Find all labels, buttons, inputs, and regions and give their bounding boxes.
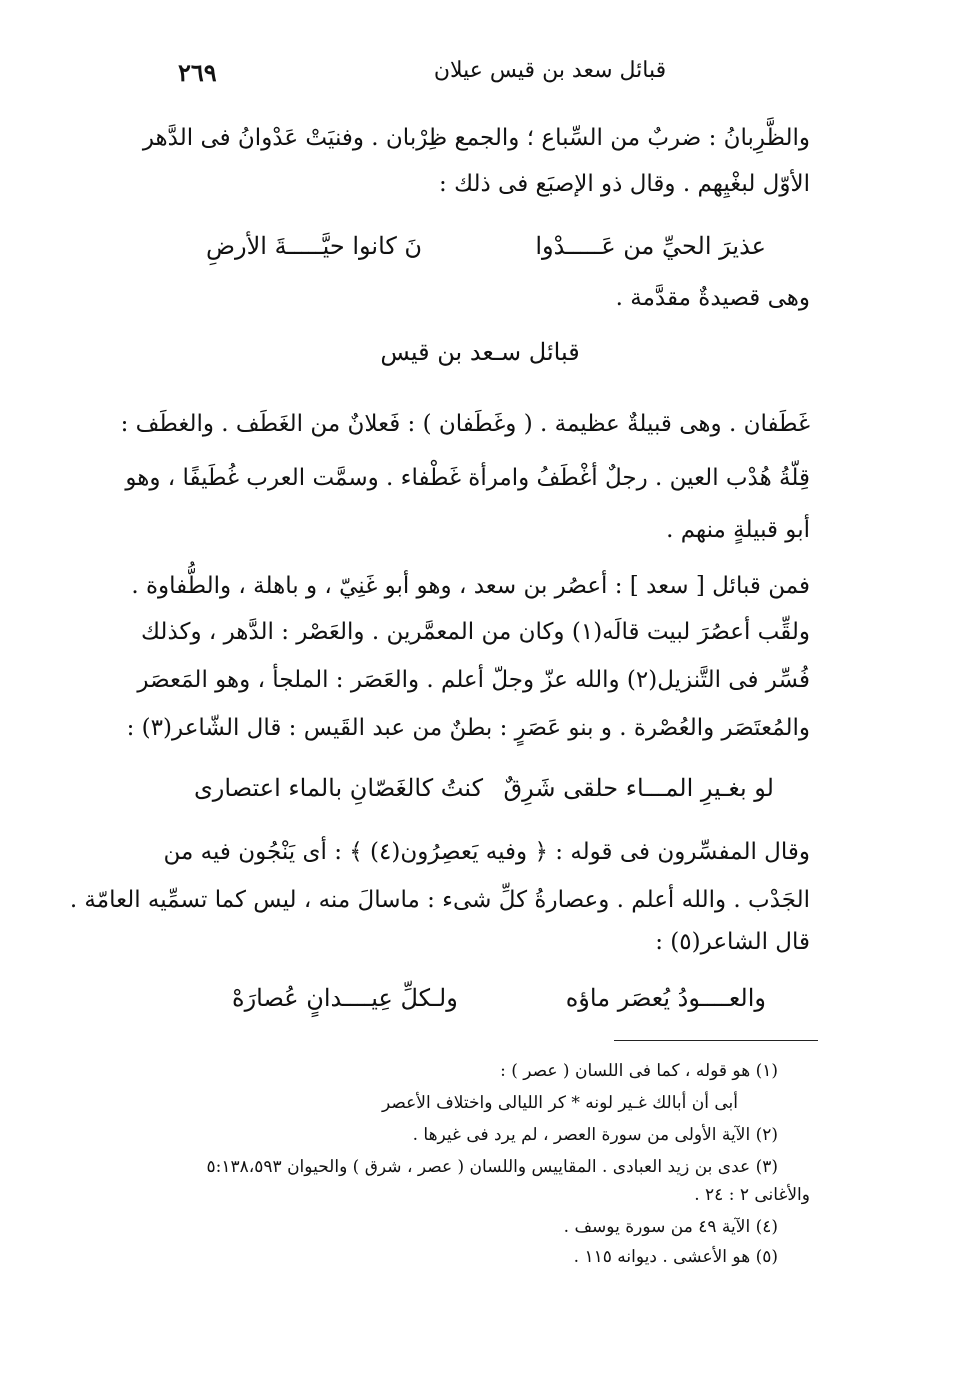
paragraph-line: قال الشاعر(٥) : <box>655 929 810 955</box>
verse-hemistich-left: نَ كانوا حيَّـــــةَ الأرضِ <box>206 232 423 260</box>
verse-hemistich-left: كنتُ كالغَصّانِ بالماء اعتصارى <box>194 774 484 802</box>
footnote-verse: أبى أن أبالك غـير لونه * كر الليالى واختلاف الأعصر <box>382 1093 738 1113</box>
verse-hemistich-right: والعــــودُ يُعصَر ماؤه <box>565 984 766 1012</box>
paragraph-line: الجَدْب . والله أعلم . وعصارةُ كلِّ شىء : ماسالَ منه ، ليس كما تسمِّيه العامّة . <box>69 887 810 913</box>
verse-hemistich-right: عذيرَ الحيِّ من عَـــــدْوا <box>535 232 766 260</box>
footnote-divider <box>614 1040 818 1041</box>
paragraph-line: وقال المفسِّرون فى قوله : ﴿ وفيه يَعصِرُون(٤) ﴾ : أى يَنْجُون فيه من <box>163 839 810 865</box>
paragraph-line: فُسِّر فى التَّنزيل(٢) والله عزّ وجلّ أعلم . والعَصَر : الملجأ ، وهو المَعصَر <box>137 667 810 693</box>
paragraph-line: قِلّةُ هُدْب العين . رجلٌ أغْطَفُ وامرأة غَطْفاء . وسمَّت العرب غُطَيفًا ، وهو <box>125 465 810 491</box>
running-title: قبائل سعد بن قيس عيلان <box>433 58 667 83</box>
footnote: (١) هو قوله ، كما فى اللسان ( عصر ) : <box>500 1061 778 1081</box>
page-number: ٢٦٩ <box>178 58 217 87</box>
intro-line: الأوّل لبغْيِهم . وقال ذو الإصبَع فى ذلك : <box>439 171 810 197</box>
footnote: (٢) الآية الأولى من سورة العصر ، لم يرد فى غيرها . <box>412 1125 778 1145</box>
paragraph-line: فمن قبائل [ سعد ] : أعصُر بن سعد ، وهو أبو غَنِيّ ، و باهلة ، والطُّفاوة . <box>131 573 810 599</box>
footnote: (٥) هو الأعشى . ديوانه ١١٥ . <box>573 1247 778 1267</box>
footnote: والأغانى ٢ : ٢٤ . <box>694 1185 810 1205</box>
verse-hemistich-left: ولـكلِّ عِيــــدانٍ عُصارَهْ <box>232 984 458 1012</box>
footnote: (٤) الآية ٤٩ من سورة يوسف . <box>563 1217 778 1237</box>
section-title: قبائل سـعد بن قيس <box>380 338 580 366</box>
paragraph-line: غَطَفان . وهى قبيلةٌ عظيمة . ( وغَطَفان ) : فَعلانٌ من الغَطَف . والغطَف : <box>120 411 810 437</box>
paragraph-line: أبو قبيلةٍ منهم . <box>666 517 810 543</box>
page-header <box>150 58 810 94</box>
paragraph-line: ولقِّب أعصُرَ لبيت قالَه(١) وكان من المعمَّرين . والعَصْر : الدَّهر ، وكذلك <box>141 619 810 645</box>
intro-note: وهى قصيدةٌ مقدَّمة . <box>615 285 810 311</box>
footnote: (٣) عدى بن زيد العبادى . المقاييس واللسان ( عصر ، شرق ) والحيوان ٥:١٣٨،٥٩٣ <box>206 1157 778 1177</box>
verse-hemistich-right: لو بغـيرِ المـــاء حلقى شَرِقٌ <box>503 774 774 802</box>
paragraph-line: والمُعتَصَر والعُصْرة . و بنو عَصَرٍ : بطنٌ من عبد القَيس : قال الشّاعر(٣) : <box>126 715 810 741</box>
intro-line: والظَّرِبانُ : ضربٌ من السِّباع ؛ والجمع ظِرْبان . وفنيَتْ عَدْوانُ فى الدَّهر <box>142 125 810 151</box>
